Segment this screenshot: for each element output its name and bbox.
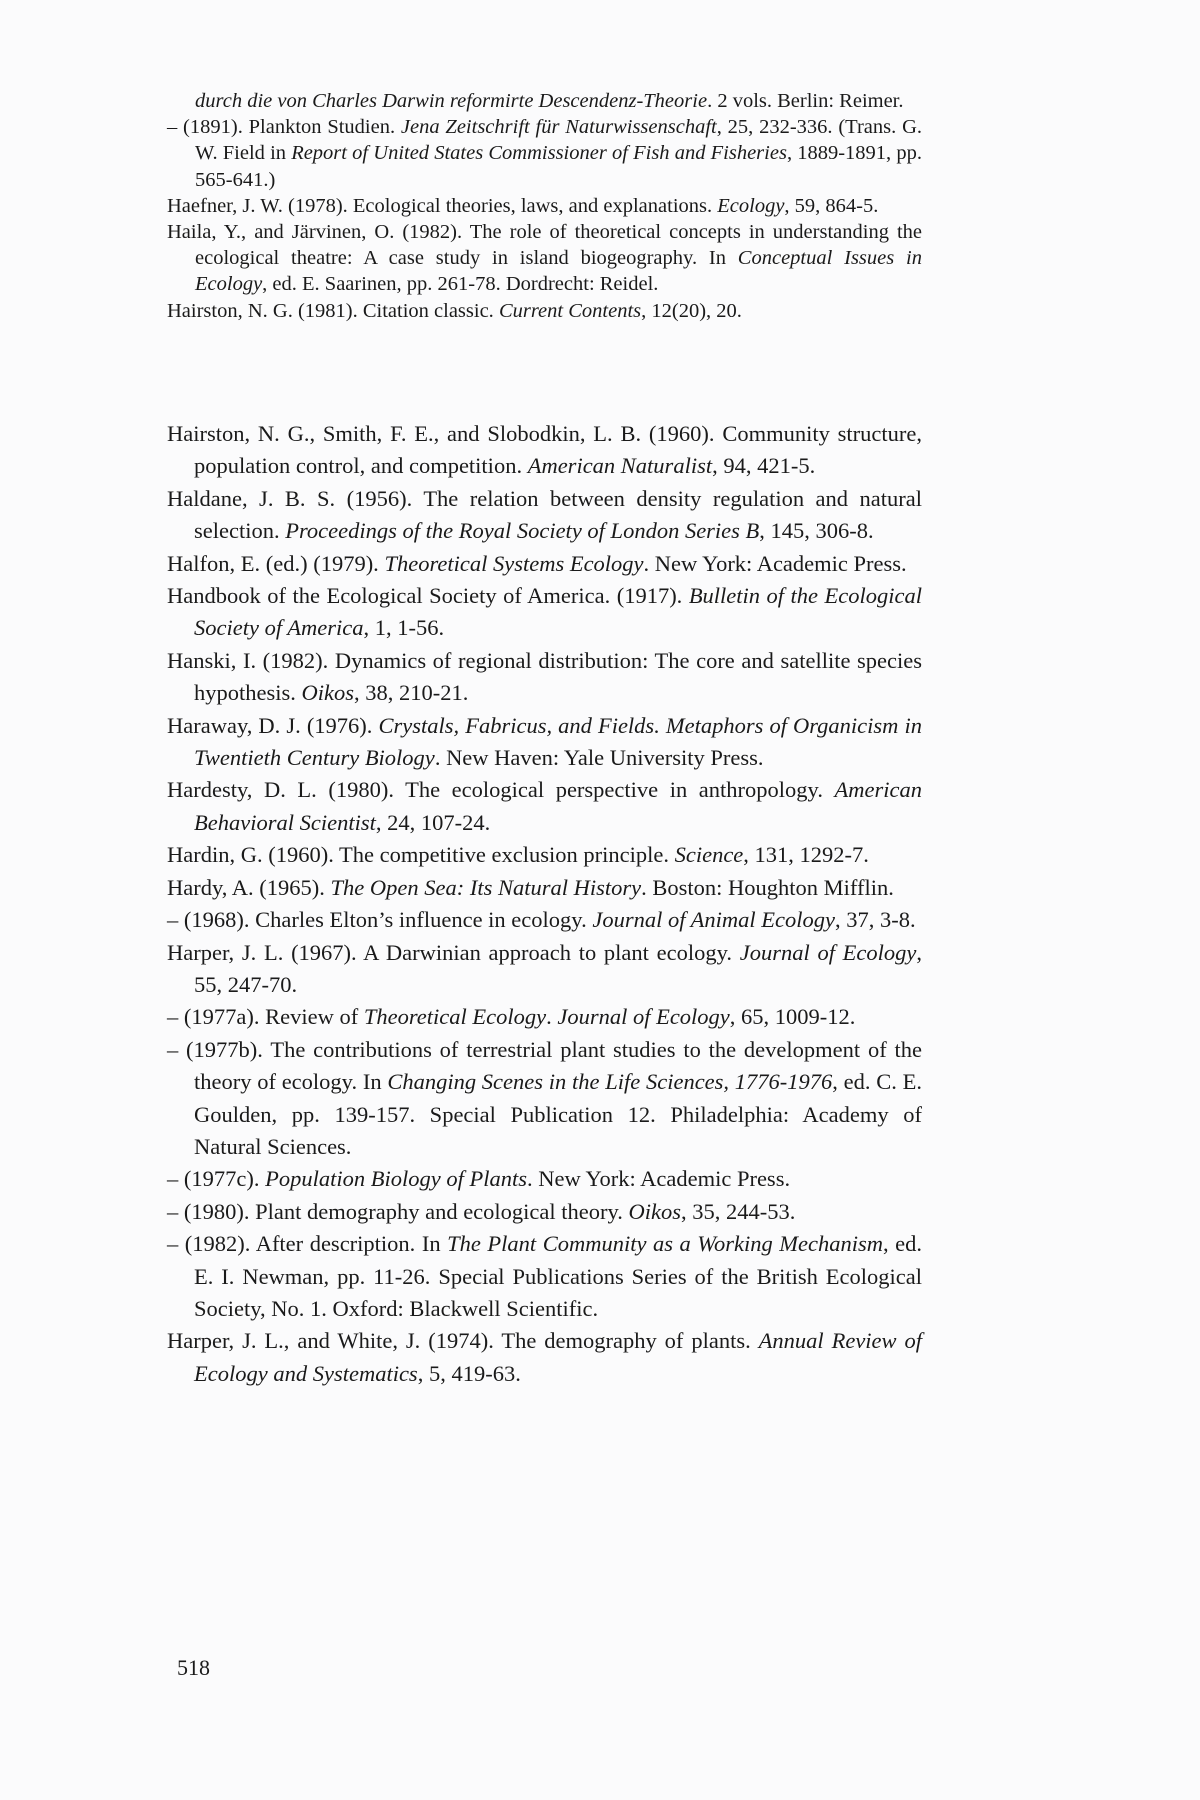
reference-text: – (1982). After description. In — [167, 1231, 448, 1257]
reference-entry — [167, 1001, 922, 1033]
reference-title-italic: Journal of Animal Ecology — [592, 907, 836, 933]
reference-text: Haraway, D. J. (1976). — [167, 712, 379, 738]
reference-title-italic: Current Contents — [498, 299, 642, 322]
reference-title-italic: Theoretical Ecology — [363, 1004, 547, 1030]
reference-text: – (1977c). — [167, 1166, 266, 1192]
reference-text: , 131, 1292-7. — [743, 842, 869, 868]
reference-text: Hanski, I. (1982). Dynamics of regional distribution: The core and satellite species hypothesis. — [167, 647, 922, 706]
reference-title-italic: Report of United States Commissioner of Fish and Fisheries — [291, 142, 787, 165]
reference-entry — [167, 548, 922, 580]
reference-text: Harper, J. L. (1967). A Darwinian approach to plant ecology. — [167, 939, 740, 965]
reference-title-italic: American Behavioral Scientist — [194, 777, 922, 835]
reference-text: , 5, 419-63. — [417, 1360, 521, 1386]
reference-entry — [167, 1163, 922, 1195]
reference-title-italic: Ecology — [717, 194, 785, 217]
reference-entry — [167, 904, 922, 936]
reference-title-italic: Journal of Ecology — [557, 1004, 730, 1030]
reference-entry — [167, 710, 922, 775]
reference-text: , 145, 306-8. — [759, 518, 874, 544]
reference-title-italic: Annual Review of Ecology and Systematics — [194, 1328, 922, 1386]
reference-title-italic: Conceptual Issues in Ecology — [195, 247, 922, 296]
reference-entry — [167, 1034, 922, 1164]
reference-title-italic: Population Biology of Plants — [265, 1166, 527, 1192]
reference-entry — [167, 219, 922, 298]
reference-text: Hairston, N. G., Smith, F. E., and Slobodkin, L. B. (1960). Community structure, population control, and competition. — [167, 421, 922, 479]
reference-text: . New York: Academic Press. — [643, 550, 907, 576]
reference-text: . New Haven: Yale University Press. — [434, 745, 764, 771]
reference-text: , 94, 421-5. — [712, 453, 816, 479]
reference-text: – (1980). Plant demography and ecological theory. — [167, 1198, 629, 1224]
reference-entry — [167, 298, 922, 324]
reference-text: , 38, 210-21. — [354, 680, 469, 706]
reference-text: , 1889-1891, pp. 565-641.) — [195, 142, 922, 191]
reference-text: , 25, 232-336. (Trans. G. W. Field in — [195, 116, 922, 165]
reference-text: . 2 vols. Berlin: Reimer. — [707, 90, 904, 112]
reference-list-bottom — [167, 418, 922, 1390]
reference-text: Harper, J. L., and White, J. (1974). The demography of plants. — [167, 1328, 759, 1354]
reference-text: Hardy, A. (1965). — [167, 874, 331, 900]
reference-entry — [167, 872, 922, 904]
reference-title-italic: The Plant Community as a Working Mechanism — [447, 1231, 883, 1257]
reference-text: , 35, 244-53. — [681, 1198, 796, 1224]
reference-text: – (1891). Plankton Studien. — [167, 116, 401, 139]
reference-text: , ed. E. I. Newman, pp. 11-26. Special Publications Series of the British Ecological Society, No. 1. Oxford: Blackwell Scientific. — [194, 1231, 923, 1321]
reference-title-italic: Proceedings of the Royal Society of London Series B — [285, 518, 760, 544]
reference-text: , ed. C. E. Goulden, pp. 139-157. Special Publication 12. Philadelphia: Academy of Natural Sciences. — [194, 1069, 922, 1159]
page-number: 518 — [177, 1655, 210, 1680]
reference-title-italic: Science — [674, 842, 744, 868]
reference-entry — [167, 937, 922, 1002]
reference-text: . New York: Academic Press. — [526, 1166, 791, 1192]
reference-text: Handbook of the Ecological Society of America. (1917). — [167, 583, 689, 609]
reference-title-italic: Changing Scenes in the Life Sciences, 1776-1976 — [387, 1069, 833, 1095]
reference-entry — [167, 1325, 922, 1390]
reference-entry — [167, 1228, 922, 1325]
reference-text: Haila, Y., and Järvinen, O. (1982). The role of theoretical concepts in understanding the ecological theatre: A case study in island biogeography. In — [167, 221, 922, 270]
reference-text: Hardesty, D. L. (1980). The ecological perspective in anthropology. — [167, 777, 835, 803]
reference-text: , 37, 3-8. — [835, 907, 916, 933]
reference-text: , ed. E. Saarinen, pp. 261-78. Dordrecht: Reidel. — [262, 273, 659, 296]
reference-title-italic: Oikos — [628, 1198, 682, 1224]
reference-entry — [167, 193, 922, 219]
reference-entry — [167, 1196, 922, 1228]
reference-text: Hairston, N. G. (1981). Citation classic. — [167, 299, 499, 322]
reference-text: , 59, 864-5. — [784, 194, 879, 217]
reference-title-italic: The Open Sea: Its Natural History — [330, 874, 642, 900]
reference-text: , 12(20), 20. — [641, 299, 742, 322]
reference-title-italic: American Naturalist — [527, 453, 713, 479]
reference-title-italic: Oikos — [301, 680, 355, 706]
reference-text: , 1, 1-56. — [363, 615, 445, 641]
reference-entry-continuation — [167, 88, 922, 114]
reference-list-top — [167, 88, 922, 324]
reference-text: . Boston: Houghton Mifflin. — [641, 874, 894, 900]
reference-text: – (1968). Charles Elton’s influence in ecology. — [167, 907, 593, 933]
reference-text: – (1977a). Review of — [167, 1004, 364, 1030]
reference-text: , 24, 107-24. — [375, 809, 491, 835]
reference-entry — [167, 580, 922, 645]
reference-entry — [167, 114, 922, 193]
reference-text: . — [546, 1004, 558, 1030]
reference-entry — [167, 645, 922, 710]
reference-entry — [167, 418, 922, 483]
reference-text: , 55, 247-70. — [194, 939, 922, 997]
reference-title-italic: Jena Zeitschrift für Naturwissenschaft — [400, 116, 717, 139]
reference-text: , 65, 1009-12. — [729, 1004, 856, 1030]
reference-text: – (1977b). The contributions of terrestrial plant studies to the development of the theory of ecology. In — [167, 1036, 922, 1095]
reference-text: Haldane, J. B. S. (1956). The relation between density regulation and natural selection. — [167, 485, 922, 544]
reference-text: Hardin, G. (1960). The competitive exclusion principle. — [167, 842, 675, 868]
reference-title-italic: Crystals, Fabricus, and Fields. Metaphors of Organicism in Twentieth Century Biology — [194, 712, 922, 771]
reference-entry — [167, 839, 922, 871]
reference-entry — [167, 774, 922, 839]
reference-text: Haefner, J. W. (1978). Ecological theories, laws, and explanations. — [167, 194, 718, 217]
reference-title-italic: durch die von Charles Darwin reformirte Descendenz-Theorie — [195, 90, 708, 112]
reference-text: Halfon, E. (ed.) (1979). — [167, 550, 385, 576]
reference-title-italic: Theoretical Systems Ecology — [384, 550, 644, 576]
reference-title-italic: Bulletin of the Ecological Society of America — [194, 583, 922, 641]
reference-entry — [167, 483, 922, 548]
reference-title-italic: Journal of Ecology — [739, 939, 917, 965]
